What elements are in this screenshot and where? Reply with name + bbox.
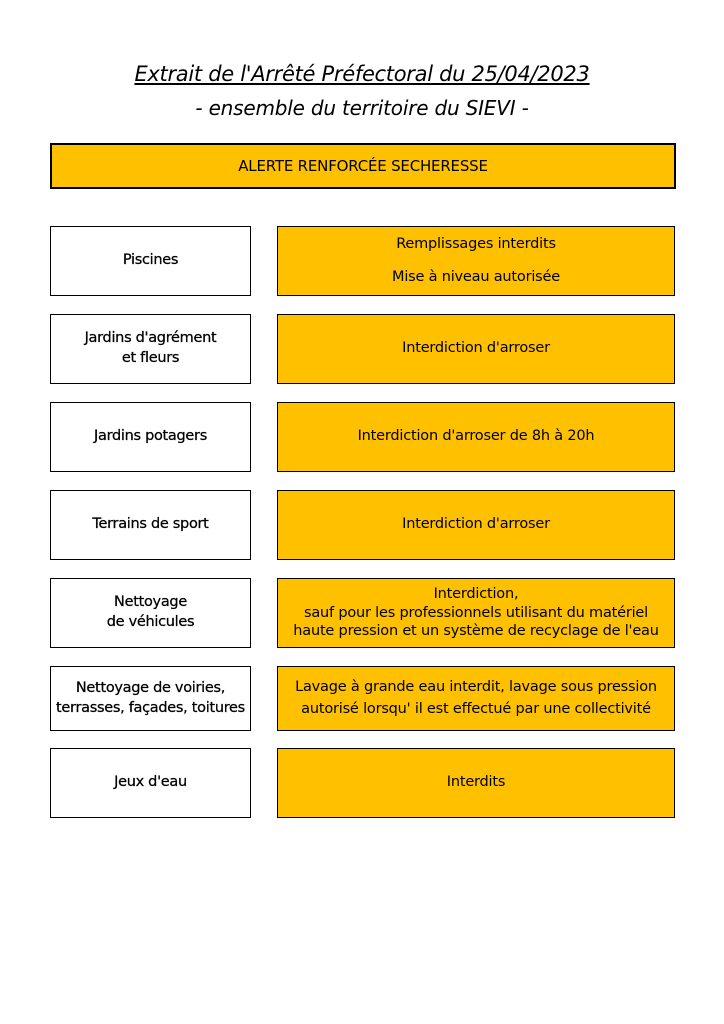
restriction-line: Mise à niveau autorisée	[392, 269, 560, 285]
category-label-terrains-sport	[50, 490, 251, 560]
category-label-piscines	[50, 226, 251, 296]
restriction-line: autorisé lorsqu' il est effectué par une collectivité	[301, 700, 651, 717]
category-label-line: et fleurs	[121, 350, 180, 366]
category-label-nettoyage-voiries	[50, 666, 251, 731]
category-label-line: Terrains de sport	[92, 516, 209, 533]
category-label-line: de véhicules	[106, 614, 195, 630]
restriction-line: Interdiction d'arroser	[402, 516, 550, 533]
category-label-line: Jardins d'agrément	[84, 330, 217, 347]
restriction-line: Interdiction d'arroser	[402, 340, 550, 357]
restriction-line: Remplissages interdits	[396, 235, 556, 252]
restriction-nettoyage-vehicules	[277, 578, 675, 648]
category-label-line: Nettoyage	[114, 594, 187, 611]
restriction-line: haute pression et un système de recyclage de l'eau	[293, 623, 659, 640]
restriction-jardins-potagers	[277, 402, 675, 472]
category-label-line: Jardins potagers	[94, 428, 207, 445]
restriction-jardins-agrement	[277, 314, 675, 384]
page-subtitle: - ensemble du territoire du SIEVI -	[195, 96, 529, 120]
alert-level-banner	[50, 143, 676, 189]
category-label-jeux-eau	[50, 748, 251, 818]
restriction-nettoyage-voiries	[277, 666, 675, 731]
category-label-jardins-potagers	[50, 402, 251, 472]
category-label-jardins-agrement	[50, 314, 251, 384]
restriction-line: Interdits	[446, 774, 506, 791]
restriction-piscines	[277, 226, 675, 296]
restriction-line: Interdiction d'arroser de 8h à 20h	[357, 428, 595, 445]
category-label-line: Nettoyage de voiries,	[75, 679, 226, 696]
restriction-terrains-sport	[277, 490, 675, 560]
restriction-line: Interdiction,	[433, 585, 519, 602]
category-label-line: terrasses, façades, toitures	[56, 699, 245, 716]
category-label-nettoyage-vehicules	[50, 578, 251, 648]
alert-level-text: ALERTE RENFORCÉE SECHERESSE	[238, 157, 488, 175]
category-label-line: Jeux d'eau	[114, 774, 187, 791]
category-label-line: Piscines	[122, 252, 179, 269]
restriction-line: Lavage à grande eau interdit, lavage sous pression	[295, 679, 657, 696]
restriction-line: sauf pour les professionnels utilisant du matériel	[304, 604, 648, 621]
restriction-jeux-eau	[277, 748, 675, 818]
page-title: Extrait de l'Arrêté Préfectoral du 25/04/2023	[134, 62, 590, 86]
